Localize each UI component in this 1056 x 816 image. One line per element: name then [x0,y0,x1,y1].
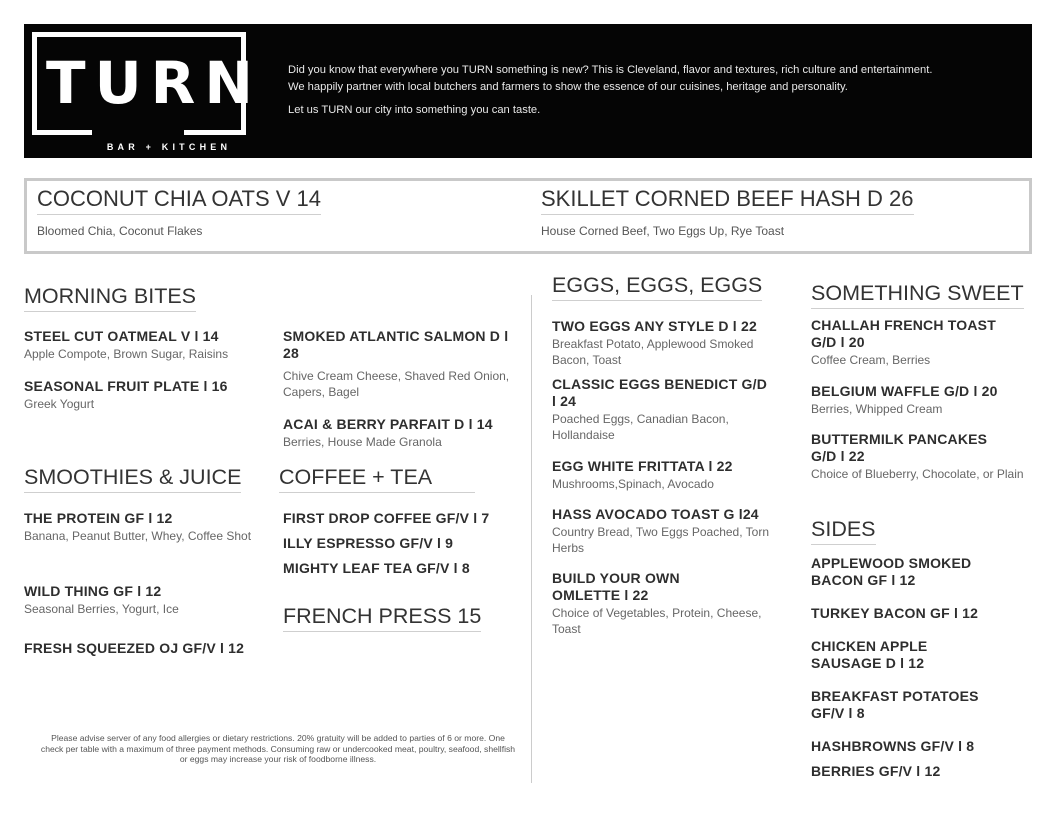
item-name: TWO EGGS ANY STYLE D l 22 [552,318,757,334]
item-name: HASS AVOCADO TOAST G l24 [552,506,759,522]
item-desc: Banana, Peanut Butter, Whey, Coffee Shot [24,529,252,543]
intro-line-2: We happily partner with local butchers and farmers to show the essence of our cuisines, heritage and personality. [288,81,848,93]
menu-item [24,328,274,362]
intro-line-1: Did you know that everywhere you TURN something is new? This is Cleveland, flavor and textures, rich culture and entertainment. [288,64,933,76]
brand-tagline: BAR + KITCHEN [106,142,232,152]
item-name: BUILD YOUR OWN OMLETTE l 22 [552,570,680,603]
allergy-disclaimer: Please advise server of any food allergies or dietary restrictions. 20% gratuity will be added to parties of 6 or more. One check per table with a maximum of three payment methods. Consuming raw or undercooked meat, poultry, seafood, shellfish or eggs may increase your risk of foodborne illness. [40,733,516,764]
menu-item [811,383,1051,417]
menu-item [811,763,1031,780]
menu-item [552,376,772,443]
logo-frame-bottom-left [32,130,92,135]
section-title-sides: SIDES [811,517,876,545]
section-title-french-press: FRENCH PRESS 15 [283,604,481,632]
menu-item [811,605,1031,622]
item-name: MIGHTY LEAF TEA GF/V l 8 [283,560,470,576]
item-name: THE PROTEIN GF l 12 [24,510,173,526]
item-name: TURKEY BACON GF l 12 [811,605,979,621]
featured-title-2: SKILLET CORNED BEEF HASH D 26 [541,186,914,215]
section-title-something-sweet: SOMETHING SWEET [811,281,1024,309]
item-name: CHALLAH FRENCH TOAST G/D l 20 [811,317,996,350]
item-desc: Poached Eggs, Canadian Bacon, Hollandaise [552,412,729,442]
item-desc: Berries, Whipped Cream [811,402,943,416]
item-name: ILLY ESPRESSO GF/V l 9 [283,535,454,551]
menu-item [283,416,523,450]
item-desc: Breakfast Potato, Applewood Smoked Bacon, Toast [552,337,754,367]
column-divider [531,295,532,783]
menu-item [24,510,274,544]
item-desc: Berries, House Made Granola [283,435,442,449]
featured-box [24,178,1032,254]
intro-line-3: Let us TURN our city into something you can taste. [288,104,541,116]
item-name: CLASSIC EGGS BENEDICT G/D l 24 [552,376,768,409]
item-name: WILD THING GF l 12 [24,583,162,599]
menu-item [283,328,523,400]
item-name: SEASONAL FRUIT PLATE l 16 [24,378,228,394]
menu-item [24,583,274,617]
featured-title-1: COCONUT CHIA OATS V 14 [37,186,321,215]
menu-item [811,738,1031,755]
menu-item [283,535,533,552]
item-name: HASHBROWNS GF/V l 8 [811,738,975,754]
item-name: CHICKEN APPLE SAUSAGE D l 12 [811,638,928,671]
menu-item [811,555,1011,589]
featured-desc-2: House Corned Beef, Two Eggs Up, Rye Toast [541,224,785,238]
item-name: BELGIUM WAFFLE G/D l 20 [811,383,998,399]
item-name: EGG WHITE FRITTATA l 22 [552,458,733,474]
item-name: FIRST DROP COFFEE GF/V l 7 [283,510,490,526]
section-title-morning-bites: MORNING BITES [24,284,196,312]
item-desc: Country Bread, Two Eggs Poached, Torn Herbs [552,525,770,555]
section-title-eggs: EGGS, EGGS, EGGS [552,273,762,301]
item-name: APPLEWOOD SMOKED BACON GF l 12 [811,555,972,588]
menu-item [552,506,792,556]
menu-item [811,688,1011,722]
item-desc: Coffee Cream, Berries [811,353,931,367]
item-name: SMOKED ATLANTIC SALMON D l 28 [283,328,509,361]
item-desc: Chive Cream Cheese, Shaved Red Onion, Capers, Bagel [283,369,510,399]
item-name: BUTTERMILK PANCAKES G/D l 22 [811,431,988,464]
section-title-coffee-tea: COFFEE + TEA [279,465,475,493]
menu-item [24,640,274,657]
featured-desc-1: Bloomed Chia, Coconut Flakes [37,224,203,238]
section-title-smoothies: SMOOTHIES & JUICE [24,465,241,493]
item-desc: Choice of Blueberry, Chocolate, or Plain [811,467,1024,481]
item-name: ACAI & BERRY PARFAIT D l 14 [283,416,493,432]
item-desc: Greek Yogurt [24,397,95,411]
item-desc: Apple Compote, Brown Sugar, Raisins [24,347,229,361]
intro-text [288,62,1028,125]
menu-item [24,378,274,412]
menu-item [283,560,533,577]
item-name: STEEL CUT OATMEAL V l 14 [24,328,219,344]
menu-item [811,431,1051,482]
item-name: FRESH SQUEEZED OJ GF/V l 12 [24,640,245,656]
item-desc: Mushrooms,Spinach, Avocado [552,477,714,491]
menu-item [552,318,792,368]
logo-frame-bottom-right [184,130,246,135]
item-desc: Seasonal Berries, Yogurt, Ice [24,602,179,616]
menu-item [283,510,533,527]
brand-logo: TURN [46,49,262,117]
menu-item [811,317,1011,368]
menu-item [811,638,961,672]
menu-item [552,570,762,637]
menu-item [552,458,792,492]
item-name: BERRIES GF/V l 12 [811,763,941,779]
item-desc: Choice of Vegetables, Protein, Cheese, Toast [552,606,762,636]
item-name: BREAKFAST POTATOES GF/V l 8 [811,688,979,721]
header-banner [24,24,1032,158]
